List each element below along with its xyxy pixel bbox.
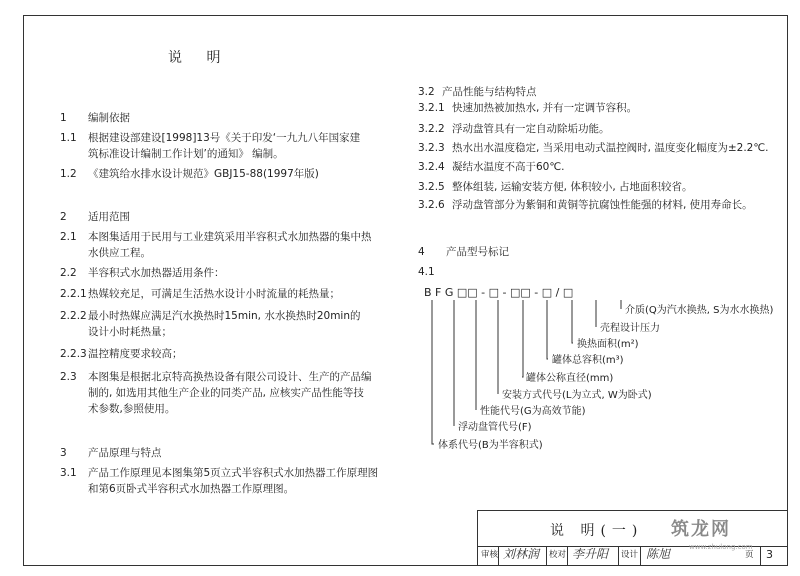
- left-text-line: 适用范围: [88, 211, 130, 223]
- watermark-logo: 筑龙网: [671, 519, 731, 540]
- page-number: 3: [766, 548, 773, 561]
- checker-label: 校对: [549, 550, 567, 560]
- left-number: 3.1: [60, 467, 77, 479]
- left-number: 1.2: [60, 168, 77, 180]
- left-text-line: 设计小时耗热量；: [88, 326, 172, 338]
- left-number: 2.2.2: [60, 310, 87, 322]
- left-number: 1: [60, 112, 67, 124]
- code-label: 壳程设计压力: [600, 323, 660, 334]
- left-number: 3: [60, 447, 67, 459]
- left-text-line: 筑标准设计编制工作计划’的通知》 编制。: [88, 148, 284, 160]
- right-number: 4.1: [418, 266, 435, 278]
- reviewer-signature: 刘林润: [503, 547, 540, 561]
- left-number: 2.1: [60, 231, 77, 243]
- left-number: 2.3: [60, 371, 77, 383]
- watermark: [651, 513, 786, 557]
- left-number: 2.2.3: [60, 348, 87, 360]
- code-label: 罐体公称直径(mm): [526, 373, 614, 384]
- watermark-url: www.zhulong.com: [689, 543, 753, 551]
- code-label: 体系代号(B为半容积式): [438, 440, 543, 451]
- left-text-line: 制的, 如选用其他生产企业的同类产品, 应核实产品性能等技: [88, 387, 364, 399]
- code-label: 安装方式代号(L为立式, W为卧式): [502, 390, 652, 401]
- right-number: 3.2.3: [418, 142, 445, 154]
- left-text-line: 和第6页卧式半容积式水加热器工作原理图。: [88, 483, 295, 495]
- left-number: 2: [60, 211, 67, 223]
- right-number: 3.2: [418, 86, 435, 98]
- left-text-line: 根据建设部建设[1998]13号《关于印发‘一九九八年国家建: [88, 132, 361, 144]
- left-text-line: 《建筑给水排水设计规范》GBJ15-88(1997年版): [88, 168, 319, 180]
- code-label: 罐体总容积(m³): [552, 355, 624, 366]
- right-text-line: 快速加热被加热水, 并有一定调节容积。: [452, 102, 638, 114]
- left-text-line: 半容积式水加热器适用条件：: [88, 267, 225, 279]
- designer-signature: 陈旭: [646, 547, 671, 561]
- code-leader-line: [432, 300, 434, 444]
- left-text-line: 热媒较充足，可满足生活热水设计小时流量的耗热量；: [88, 288, 340, 300]
- left-text-line: 本图集是根据北京特高换热设备有限公司设计、生产的产品编: [88, 371, 372, 383]
- code-leader-line: [522, 300, 523, 377]
- left-text-line: 本图集适用于民用与工业建筑采用半容积式水加热器的集中热: [88, 231, 372, 243]
- right-number: 3.2.2: [418, 123, 445, 135]
- code-label: 换热面积(m²): [577, 339, 639, 350]
- right-text-line: 产品型号标记: [446, 246, 509, 258]
- page-title: 说 明: [168, 50, 231, 66]
- right-text-line: 产品性能与结构特点: [442, 86, 537, 98]
- right-text-line: 凝结水温度不高于60℃.: [452, 161, 565, 173]
- right-number: 3.2.6: [418, 199, 445, 211]
- code-label: 性能代号(G为高效节能): [480, 406, 586, 417]
- right-number: 3.2.4: [418, 161, 445, 173]
- right-number: 3.2.1: [418, 102, 445, 114]
- left-text-line: 温控精度要求较高；: [88, 348, 183, 360]
- left-number: 1.1: [60, 132, 77, 144]
- designer-label: 设计: [621, 550, 639, 560]
- left-text-line: 术参数,参照使用。: [88, 403, 176, 415]
- code-leader-line: [547, 300, 548, 359]
- code-label: 浮动盘管代号(F): [458, 422, 532, 433]
- right-number: 4: [418, 246, 425, 258]
- left-text-line: 水供应工程。: [88, 247, 151, 259]
- left-number: 2.2: [60, 267, 77, 279]
- left-text-line: 编制依据: [88, 112, 130, 124]
- left-text-line: 最小时热媒应满足汽水换热时15min, 水水换热时20min的: [88, 310, 361, 322]
- reviewer-label: 审核: [481, 550, 499, 560]
- left-text-line: 产品工作原理见本图集第5页立式半容积式水加热器工作原理图: [88, 467, 379, 479]
- code-label: 介质(Q为汽水换热, S为水水换热): [625, 305, 774, 316]
- right-number: 3.2.5: [418, 181, 445, 193]
- code-pattern: B F G □□ - □ - □□ - □ / □: [424, 286, 574, 299]
- code-leader-line: [572, 300, 573, 343]
- right-text-line: 整体组装, 运输安装方便, 体积较小, 占地面积较省。: [452, 181, 693, 193]
- page-label: 页: [745, 550, 754, 560]
- right-text-line: 热水出水温度稳定, 当采用电动式温控阀时, 温度变化幅度为±2.2℃.: [452, 142, 769, 154]
- checker-signature: 李升阳: [572, 547, 609, 561]
- left-number: 2.2.1: [60, 288, 87, 300]
- right-text-line: 浮动盘管部分为紫铜和黄铜等抗腐蚀性能强的材料, 使用寿命长。: [452, 199, 753, 211]
- right-text-line: 浮动盘管具有一定自动除垢功能。: [452, 123, 610, 135]
- left-text-line: 产品原理与特点: [88, 447, 162, 459]
- title-block-title: 说 明(一): [550, 523, 644, 539]
